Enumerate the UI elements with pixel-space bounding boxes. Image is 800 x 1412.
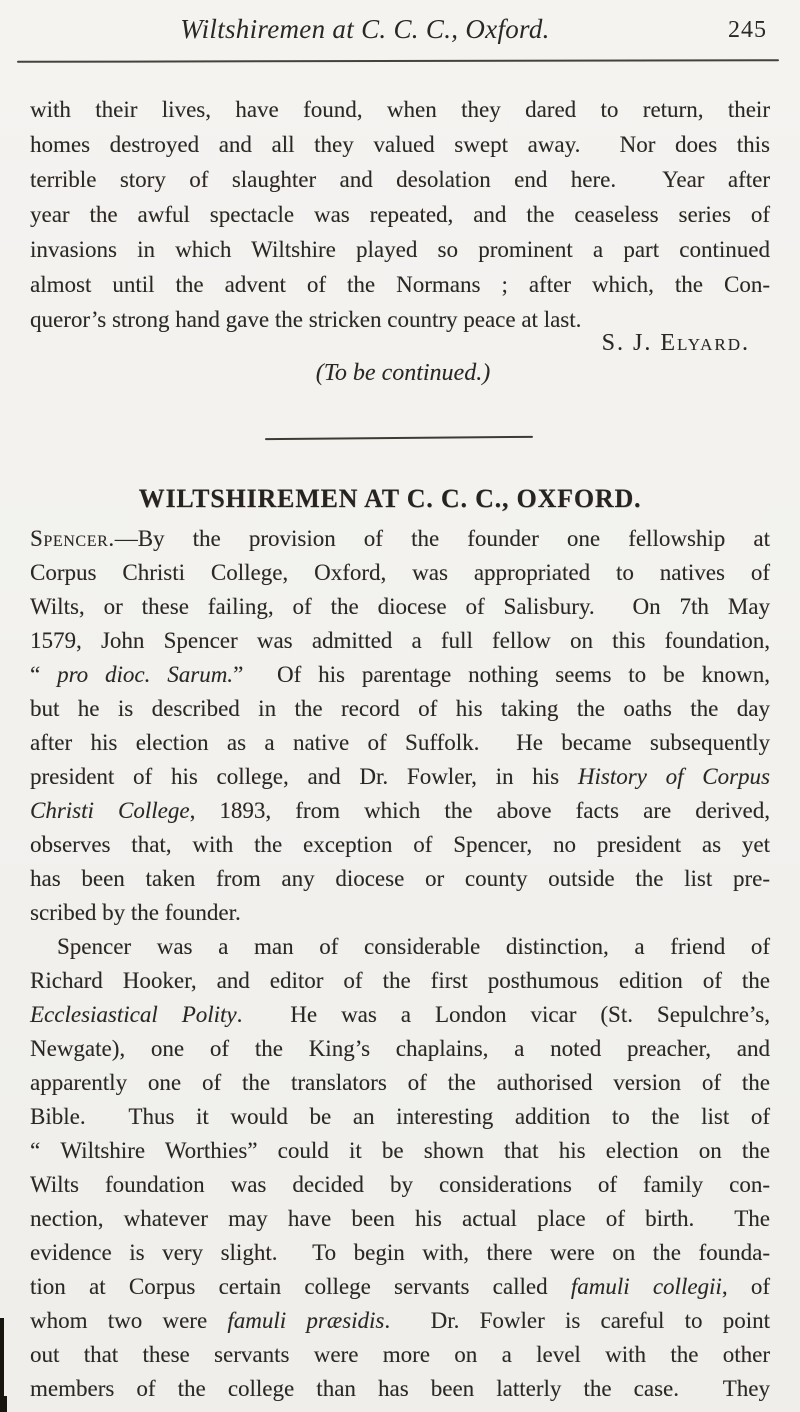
text-line — [30, 964, 770, 998]
text-line — [30, 624, 770, 658]
body-text: “ — [30, 662, 58, 687]
italic-text: pro dioc. Sarum. — [57, 662, 234, 687]
text-line — [30, 726, 770, 760]
text-line — [30, 267, 770, 302]
body-text: —By the provision of the founder one fellowship at — [114, 526, 770, 551]
running-header-title: Wiltshiremen at C. C. C., Oxford. — [180, 14, 550, 44]
body-text: president of his college, and Dr. Fowler, in his — [30, 764, 578, 789]
body-text: has been taken from any diocese or county outside the list pre- — [30, 866, 770, 891]
body-text: Newgate), one of the King’s chaplains, a noted preacher, and — [30, 1036, 770, 1061]
body-text: Richard Hooker, and editor of the first posthumous edition of the — [30, 968, 770, 993]
italic-text: History of Corpus — [577, 764, 771, 789]
article-paragraph-2 — [30, 930, 770, 1406]
text-line — [30, 127, 770, 162]
text-line — [30, 232, 770, 267]
text-line — [30, 1202, 770, 1236]
section-divider-rule — [265, 436, 533, 440]
article-paragraph-1 — [30, 522, 770, 930]
body-text: evidence is very slight. To begin with, there were on the founda- — [30, 1240, 770, 1265]
body-text: Spencer was a man of considerable distinction, a friend of — [57, 934, 770, 959]
body-text: after his election as a native of Suffolk. He became subsequently — [30, 730, 770, 755]
body-text: observes that, with the exception of Spencer, no president as yet — [30, 832, 770, 857]
article-body — [30, 522, 770, 1406]
scan-edge-corner-artifact — [0, 1396, 7, 1412]
text-line — [30, 998, 770, 1032]
body-text: apparently one of the translators of the authorised version of the — [30, 1070, 770, 1095]
body-text: , of — [721, 1274, 770, 1299]
body-text: members of the college than has been latterly the case. They — [30, 1376, 770, 1401]
italic-text: Christi College — [30, 798, 190, 823]
text-line — [30, 930, 770, 964]
body-text: terrible story of slaughter and desolation end here. Year after — [30, 167, 770, 192]
body-text: whom two were — [30, 1308, 228, 1333]
text-line — [30, 760, 770, 794]
italic-text: famuli collegii — [570, 1274, 722, 1299]
text-line — [30, 1168, 770, 1202]
body-text: 1579, John Spencer was admitted a full fellow on this foundation, — [30, 628, 770, 653]
text-line — [30, 1236, 770, 1270]
body-text: , 1893, from which the above facts are derived, — [189, 798, 770, 823]
body-text: . Dr. Fowler is careful to point — [384, 1308, 770, 1333]
text-line — [30, 1338, 770, 1372]
article-heading: WILTSHIREMEN AT C. C. C., OXFORD. — [138, 484, 642, 513]
text-line — [30, 692, 770, 726]
header-rule — [17, 59, 779, 63]
italic-text: famuli præsidis — [227, 1308, 385, 1333]
body-text: Bible. Thus it would be an interesting addition to the list of — [30, 1104, 770, 1129]
text-line — [30, 590, 770, 624]
previous-article-closing-paragraph — [30, 92, 770, 337]
text-line — [30, 1032, 770, 1066]
body-text: Corpus Christi College, Oxford, was appropriated to natives of — [30, 560, 770, 585]
body-text: out that these servants were more on a level with the other — [30, 1342, 770, 1367]
body-text: with their lives, have found, when they dared to return, their — [30, 97, 770, 122]
author-signature: S. J. Elyard. — [601, 330, 750, 356]
body-text: invasions in which Wiltshire played so prominent a part continued — [30, 237, 770, 262]
body-text: “ Wiltshire Worthies” could it be shown that his election on the — [30, 1138, 770, 1163]
text-line — [30, 92, 770, 127]
italic-text: Ecclesiastical Polity — [30, 1002, 237, 1027]
text-line — [30, 162, 770, 197]
body-text: queror’s strong hand gave the stricken country peace at last. — [30, 307, 582, 332]
text-line — [30, 658, 770, 692]
body-text: but he is described in the record of his taking the oaths the day — [30, 696, 770, 721]
body-text: almost until the advent of the Normans ; after which, the Con- — [30, 272, 770, 297]
text-line — [30, 556, 770, 590]
page-number: 245 — [728, 17, 767, 43]
body-text: year the awful spectacle was repeated, and the ceaseless series of — [30, 202, 770, 227]
text-line — [30, 896, 770, 930]
text-line — [30, 522, 770, 556]
text-line — [30, 1304, 770, 1338]
text-line — [30, 1134, 770, 1168]
body-text: ” Of his parentage nothing seems to be known, — [233, 662, 770, 687]
text-line — [30, 197, 770, 232]
text-line — [30, 828, 770, 862]
body-text: . He was a London vicar (St. Sepulchre’s, — [236, 1002, 770, 1027]
text-line — [30, 1066, 770, 1100]
text-line — [30, 1100, 770, 1134]
text-line — [30, 794, 770, 828]
body-text: scribed by the founder. — [30, 900, 241, 925]
body-text: homes destroyed and all they valued swept away. Nor does this — [30, 132, 770, 157]
text-line — [30, 1270, 770, 1304]
body-text: Wilts, or these failing, of the diocese of Salisbury. On 7th May — [30, 594, 770, 619]
to-be-continued-notice: (To be continued.) — [315, 360, 491, 386]
body-text: Wilts foundation was decided by considerations of family con- — [30, 1172, 770, 1197]
body-text: nection, whatever may have been his actual place of birth. The — [30, 1206, 770, 1231]
body-text: tion at Corpus certain college servants called — [30, 1274, 571, 1299]
smallcaps-text: Spencer. — [30, 526, 115, 551]
text-line — [30, 862, 770, 896]
text-line — [30, 1372, 770, 1406]
